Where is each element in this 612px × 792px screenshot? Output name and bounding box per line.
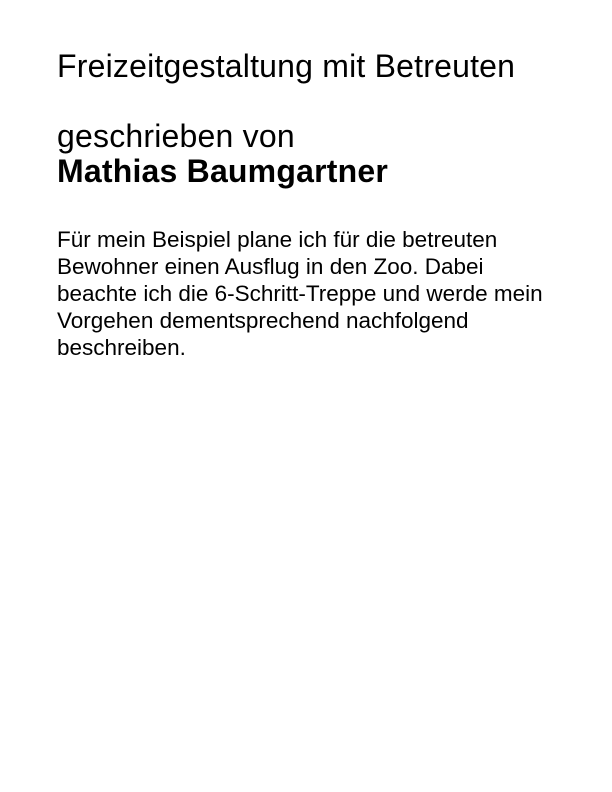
byline-prefix: geschrieben von xyxy=(57,118,295,154)
author-name: Mathias Baumgartner xyxy=(57,153,388,189)
paragraph-line: Bewohner einen Ausflug in den Zoo. Dabei xyxy=(57,254,484,279)
paragraph-line: beachte ich die 6-Schritt-Treppe und werde mein xyxy=(57,281,543,306)
body-paragraph xyxy=(57,226,543,361)
paragraph-line: beschreiben. xyxy=(57,335,186,360)
heading-blank-line xyxy=(57,84,515,119)
document-title: Freizeitgestaltung mit Betreuten xyxy=(57,48,516,84)
paragraph-line: Für mein Beispiel plane ich für die betreuten xyxy=(57,227,498,252)
paragraph-line: Vorgehen dementsprechend nachfolgend xyxy=(57,308,469,333)
heading-block xyxy=(57,49,515,189)
